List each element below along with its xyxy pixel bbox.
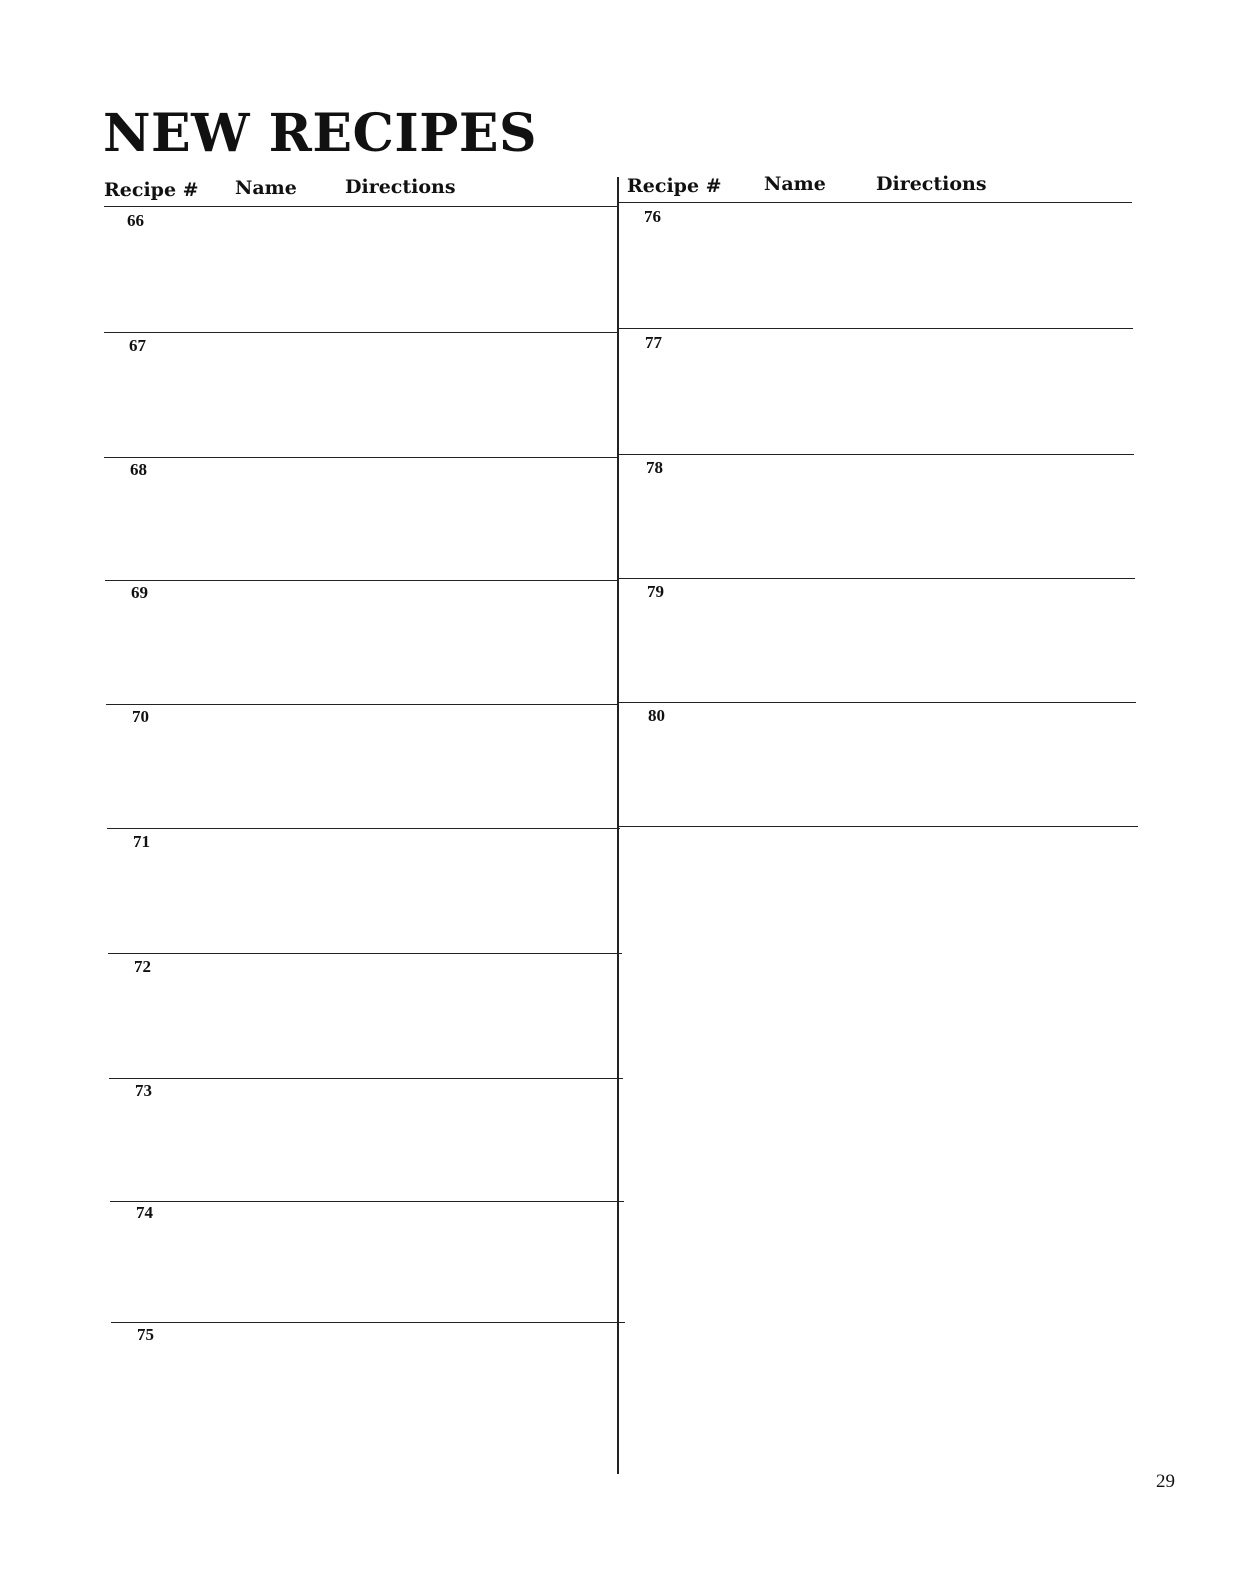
page-title: NEW RECIPES	[103, 103, 538, 164]
recipe-number: 73	[135, 1081, 152, 1100]
right-name-header: Name	[764, 173, 826, 195]
recipe-number: 68	[130, 460, 147, 479]
left-directions-header: Directions	[345, 176, 456, 198]
row-rule	[104, 457, 617, 458]
recipe-number: 79	[647, 582, 664, 601]
row-rule	[617, 202, 1132, 203]
recipe-number: 78	[646, 458, 663, 477]
row-rule	[617, 328, 1133, 329]
row-rule	[618, 702, 1136, 703]
recipe-number: 72	[134, 957, 151, 976]
row-rule	[105, 580, 618, 581]
row-rule	[619, 826, 1138, 827]
row-rule	[104, 332, 617, 333]
row-rule	[108, 953, 622, 954]
recipe-number: 75	[137, 1325, 154, 1344]
row-rule	[111, 1322, 625, 1323]
left-recipe-number-header: Recipe #	[104, 179, 199, 201]
row-rule	[107, 828, 620, 829]
row-rule	[106, 704, 619, 705]
row-rule	[617, 454, 1134, 455]
recipe-number: 76	[644, 207, 661, 226]
recipe-number: 69	[131, 583, 148, 602]
recipe-number: 80	[648, 706, 665, 725]
recipe-number: 71	[133, 832, 150, 851]
right-recipe-number-header: Recipe #	[627, 175, 722, 197]
row-rule	[110, 1201, 624, 1202]
recipe-number: 77	[645, 333, 662, 352]
recipe-number: 66	[127, 211, 144, 230]
left-name-header: Name	[235, 177, 297, 199]
page-number: 29	[1156, 1471, 1175, 1492]
recipe-number: 67	[129, 336, 146, 355]
row-rule	[109, 1078, 623, 1079]
recipe-number: 70	[132, 707, 149, 726]
recipe-number: 74	[136, 1203, 153, 1222]
row-rule	[618, 578, 1135, 579]
right-directions-header: Directions	[876, 173, 987, 195]
row-rule	[104, 206, 617, 207]
